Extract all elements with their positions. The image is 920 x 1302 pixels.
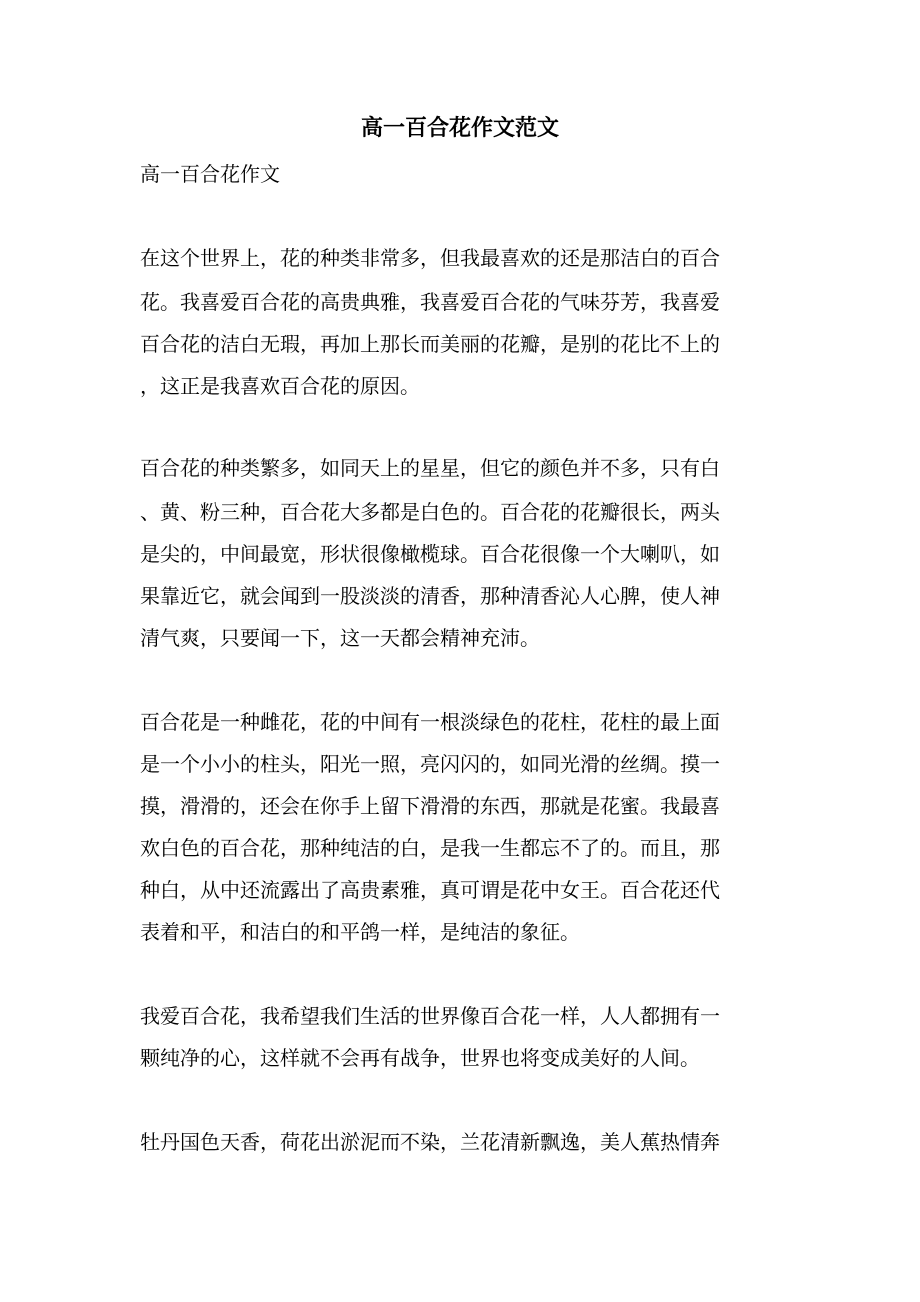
paragraph-line: 欢白色的百合花，那种纯洁的白，是我一生都忘不了的。而且，那 — [140, 836, 720, 860]
paragraph-line: 百合花是一种雌花，花的中间有一根淡绿色的花柱，花柱的最上面 — [140, 710, 720, 734]
paragraph-line: 百合花的种类繁多，如同天上的星星，但它的颜色并不多，只有白 — [140, 456, 720, 480]
paragraph-line: 颗纯净的心，这样就不会再有战争，世界也将变成美好的人间。 — [140, 1046, 700, 1070]
paragraph-line: 在这个世界上，花的种类非常多，但我最喜欢的还是那洁白的百合 — [140, 246, 720, 270]
paragraph-line: 表着和平，和洁白的和平鸽一样，是纯洁的象征。 — [140, 920, 580, 944]
document-title: 高一百合花作文范文 — [360, 115, 559, 141]
paragraph-line: 我爱百合花，我希望我们生活的世界像百合花一样，人人都拥有一 — [140, 1004, 720, 1028]
paragraph-line: 摸，滑滑的，还会在你手上留下滑滑的东西，那就是花蜜。我最喜 — [140, 794, 720, 818]
paragraph-line: 清气爽，只要闻一下，这一天都会精神充沛。 — [140, 626, 540, 650]
paragraph-line: 果靠近它，就会闻到一股淡淡的清香，那种清香沁人心脾，使人神 — [140, 584, 720, 608]
document-subtitle: 高一百合花作文 — [140, 162, 280, 186]
paragraph-line: 是尖的，中间最宽，形状很像橄榄球。百合花很像一个大喇叭，如 — [140, 542, 720, 566]
paragraph-line: 种白，从中还流露出了高贵素雅，真可谓是花中女王。百合花还代 — [140, 878, 720, 902]
paragraph-line: 、黄、粉三种，百合花大多都是白色的。百合花的花瓣很长，两头 — [140, 500, 720, 524]
paragraph-line: ，这正是我喜欢百合花的原因。 — [140, 374, 420, 398]
paragraph-line: 是一个小小的柱头，阳光一照，亮闪闪的，如同光滑的丝绸。摸一 — [140, 752, 720, 776]
paragraph-line: 牡丹国色天香，荷花出淤泥而不染，兰花清新飘逸，美人蕉热情奔 — [140, 1130, 720, 1154]
paragraph-line: 花。我喜爱百合花的高贵典雅，我喜爱百合花的气味芬芳，我喜爱 — [140, 290, 720, 314]
paragraph-line: 百合花的洁白无瑕，再加上那长而美丽的花瓣，是别的花比不上的 — [140, 332, 720, 356]
